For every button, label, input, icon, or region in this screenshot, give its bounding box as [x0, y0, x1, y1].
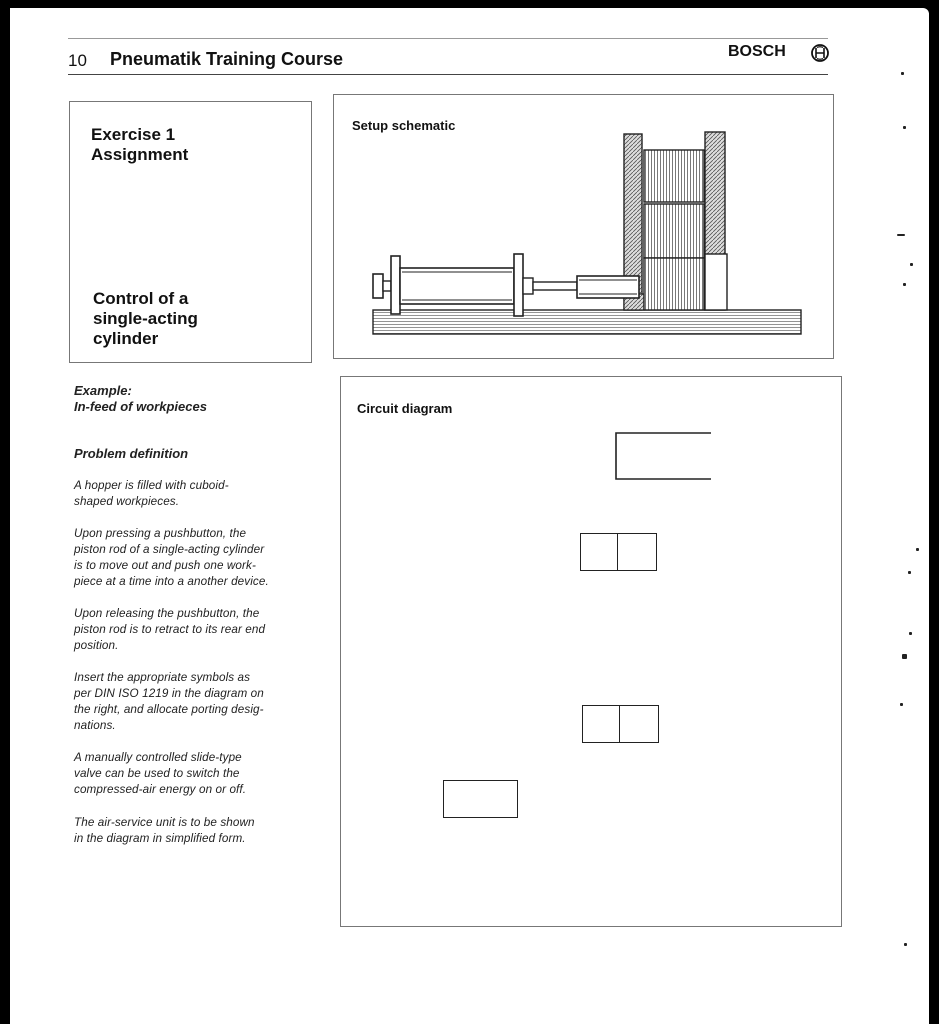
scan-speck — [909, 632, 912, 635]
problem-paragraph: The air-service unit is to be shown in the diagram in simplified form. — [74, 816, 255, 845]
cylinder-front-port — [523, 278, 533, 294]
header-bottom-rule — [68, 74, 828, 75]
scan-speck — [897, 234, 905, 236]
scan-speck — [904, 943, 907, 946]
receiving-block — [705, 254, 727, 310]
scan-speck — [901, 72, 904, 75]
scan-speck — [903, 283, 906, 286]
scan-speck — [910, 263, 913, 266]
setup-schematic-label: Setup schematic — [352, 118, 456, 133]
pusher-plate — [577, 276, 639, 298]
problem-paragraph: A manually controlled slide-type valve can be used to switch the compressed-air energy on or off. — [74, 751, 247, 796]
example-label-line: Example: — [74, 383, 132, 398]
setup-schematic-drawing — [365, 128, 815, 340]
cylinder-barrel — [400, 268, 514, 304]
shutoff-valve-placeholder-right — [619, 705, 659, 743]
scan-speck — [916, 548, 919, 551]
cylinder-rear-mount — [373, 274, 383, 298]
exercise-subtitle-line: cylinder — [93, 329, 159, 348]
piston-rod — [533, 282, 577, 290]
exercise-subtitle — [93, 289, 198, 349]
cylinder-rear-flange — [391, 256, 400, 314]
cylinder-front-flange — [514, 254, 523, 316]
shutoff-valve-placeholder-left — [582, 705, 621, 743]
bosch-logo-icon — [809, 42, 831, 64]
example-label — [74, 383, 324, 415]
cylinder-symbol-placeholder — [614, 431, 714, 481]
workpiece — [644, 258, 704, 310]
workpiece — [644, 204, 704, 258]
exercise-title — [91, 125, 188, 165]
base-plate — [373, 310, 801, 334]
exercise-title-line: Exercise 1 — [91, 125, 176, 144]
header-top-rule — [68, 38, 828, 39]
scan-speck — [903, 126, 906, 129]
problem-paragraph: Insert the appropriate symbols as per DIN ISO 1219 in the diagram on the right, and allocate porting desig- nations. — [74, 671, 264, 732]
course-title: Pneumatik Training Course — [110, 49, 344, 69]
cylinder-rear-port — [383, 281, 391, 291]
document-page — [10, 8, 929, 1024]
exercise-subtitle-line: Control of a — [93, 289, 189, 308]
scan-speck — [908, 571, 911, 574]
problem-paragraph: Upon releasing the pushbutton, the piston rod is to retract to its rear end position. — [74, 607, 266, 652]
workpiece — [644, 150, 704, 202]
valve-symbol-placeholder-left — [580, 533, 619, 571]
scan-speck — [902, 654, 907, 659]
exercise-title-line: Assignment — [91, 145, 189, 164]
brand-name: BOSCH — [728, 43, 786, 60]
page-number: 10 — [68, 51, 87, 70]
problem-paragraph: Upon pressing a pushbutton, the piston rod of a single-acting cylinder is to move out and push one work- piece at a time into a another device. — [74, 527, 269, 588]
valve-symbol-placeholder-right — [617, 533, 657, 571]
scan-speck — [900, 703, 903, 706]
circuit-diagram-box — [340, 376, 842, 927]
problem-heading: Problem definition — [74, 446, 189, 461]
circuit-diagram-label: Circuit diagram — [357, 401, 453, 416]
problem-paragraph: A hopper is filled with cuboid- shaped workpieces. — [74, 479, 229, 508]
air-service-unit-placeholder — [443, 780, 518, 818]
example-label-line: In-feed of workpieces — [74, 399, 207, 414]
exercise-subtitle-line: single-acting — [93, 309, 198, 328]
